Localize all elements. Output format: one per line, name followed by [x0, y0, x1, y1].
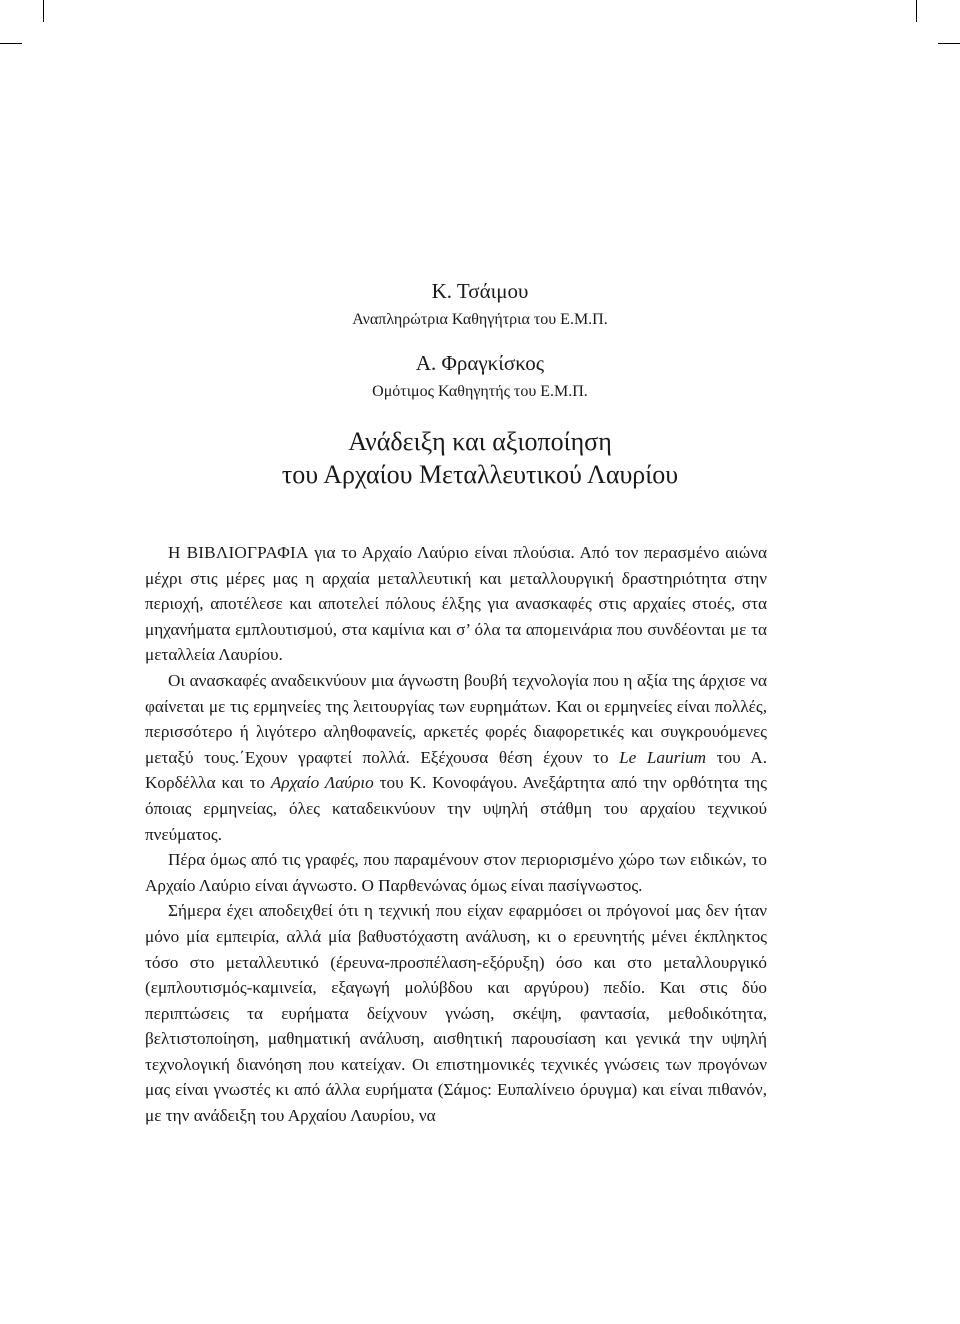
paragraph-2: [145, 668, 767, 847]
author-1-name: Κ. Τσάιμου: [431, 279, 529, 303]
article-title-line-2: του Αρχαίου Μεταλλευτικού Λαυρίου: [281, 460, 679, 489]
paragraph-2-part-a: Οι ανασκαφές αναδεικνύουν μια άγνωστη βουβή τεχνολογία που η αξία της άρχισε να φαίνεται με τις ερμηνείες της λειτουργίας των ευρημάτων. Και οι ερμηνείες είναι πολλές, περισσότερο ή λιγότερο αληθοφανείς, αρκετές φορές διαφορετικές και συγκρουόμενες μεταξύ τους.΄Εχουν γραφτεί πολλά. Εξέχουσα θέση έχουν το: [145, 670, 767, 767]
author-2-role: Ομότιμος Καθηγητής του Ε.Μ.Π.: [372, 383, 588, 400]
crop-mark-top-right: [938, 43, 960, 44]
paragraph-2-part-c: του Κ. Κονοφάγου. Ανεξάρτητα από την ορθότητα της όποιας ερμηνείας, όλες καταδεικνύουν την υψηλή στάθμη του αρχαίου τεχνικού πνεύματος.: [145, 773, 767, 844]
paragraph-1-lead-caps: Η ΒΙΒΛΙΟΓΡΑΦΙΑ: [168, 543, 309, 562]
italic-archaio-lavrio: Αρχαίο Λαύριο: [270, 773, 374, 793]
crop-mark-top-left-vertical: [43, 0, 44, 22]
paragraph-2-part-b: του Α. Κορδέλλα και το: [145, 747, 767, 793]
author-2-name: Α. Φραγκίσκος: [415, 351, 545, 375]
crop-mark-top-left: [0, 43, 22, 44]
paragraph-1-text: για το Αρχαίο Λαύριο είναι πλούσια. Από τον περασμένο αιώνα μέχρι στις μέρες μας η αρχαία μεταλλευτική και μεταλλουργική δραστηριότητα στην περιοχή, αποτέλεσε και αποτελεί πόλους έλξης για ανασκαφές στις αρχαίες στοές, στα μηχανήματα εμπλουτισμού, στα καμίνια και σ’ όλα τα απομεινάρια που συνδέονται με τα μεταλλεία Λαυρίου.: [145, 543, 767, 665]
article-body: [145, 540, 767, 1129]
crop-mark-top-right-vertical: [916, 0, 917, 22]
paragraph-3: Πέρα όμως από τις γραφές, που παραμένουν στον περιορισμένο χώρο των ειδικών, το Αρχαίο Λαύριο είναι άγνωστο. Ο Παρθενώνας όμως είναι πασίγνωστος.: [145, 850, 767, 895]
article-title-line-1: Ανάδειξη και αξιοποίηση: [348, 427, 612, 456]
paragraph-4: Σήμερα έχει αποδειχθεί ότι η τεχνική που είχαν εφαρμόσει οι πρόγονοί μας δεν ήταν μόνο μία εμπειρία, αλλά μία βαθυστόχαστη ανάλυση, κι ο ερευνητής μένει έκπληκτος τόσο στο μεταλλευτικό (έρευνα-προσπέλαση-εξόρυξη) όσο και στο μεταλλουργικό (εμπλουτισμός-καμινεία, εξαγωγή μολύβδου και αργύρου) πεδίο. Και στις δύο περιπτώσεις τα ευρήματα δείχνουν γνώση, σκέψη, φαντασία, μεθοδικότητα, βελτιστοποίηση, μαθηματική ανάλυση, αισθητική παρουσίαση και γενικά την υψηλή τεχνολογική διανόηση που κατείχαν. Οι επιστημονικές τεχνικές γνώσεις των προγόνων μας είναι γνωστές κι από άλλα ευρήματα (Σάμος: Ευπαλίνειο όρυγμα) και είναι πιθανόν, με την ανάδειξη του Αρχαίου Λαυρίου, να: [145, 901, 767, 1126]
paragraph-1: [145, 540, 767, 668]
italic-le-laurium: Le Laurium: [619, 747, 707, 767]
author-1-role: Αναπληρώτρια Καθηγήτρια του Ε.Μ.Π.: [352, 311, 608, 328]
